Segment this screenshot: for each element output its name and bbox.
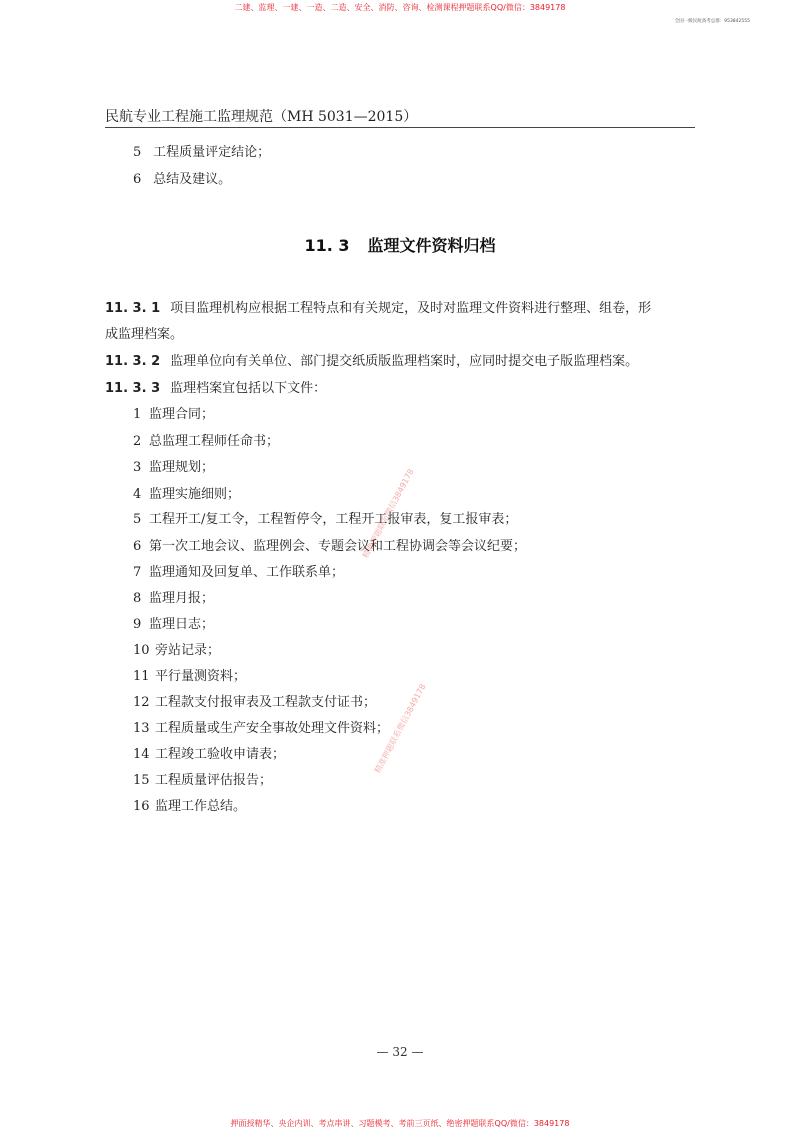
list-item [133, 565, 344, 581]
item-text: 工程竣工验收申请表； [155, 747, 286, 762]
watermark-text: 精准押题联系微信3849178 [360, 467, 416, 560]
item-number: 5 [133, 145, 142, 160]
list-item [133, 591, 214, 607]
item-number: 10 [133, 643, 150, 658]
item-text: 工程质量或生产安全事故处理文件资料； [155, 721, 390, 736]
list-item [133, 747, 285, 763]
list-item [133, 539, 526, 555]
item-number: 14 [133, 747, 150, 762]
intro-item [133, 145, 270, 161]
clause-number: 11. 3. 1 [105, 301, 161, 316]
item-number: 1 [133, 407, 142, 422]
list-item [133, 773, 272, 789]
page-number: — 32 — [376, 1045, 424, 1059]
intro-item [133, 172, 231, 188]
item-text: 监理合同； [149, 407, 215, 422]
item-number: 4 [133, 487, 142, 502]
item-text: 监理月报； [149, 591, 215, 606]
item-number: 6 [133, 172, 142, 187]
item-text: 总监理工程师任命书； [149, 434, 280, 449]
item-number: 16 [133, 799, 150, 814]
item-number: 13 [133, 721, 150, 736]
clause-11-3-1-continued: 成监理档案。 [105, 327, 184, 342]
item-text: 总结及建议。 [153, 172, 232, 187]
bottom-promo-banner: 押面授精华、央企内训、考点串讲、习题模考、考前三页纸、绝密押题联系QQ/微信：3849178 [230, 1119, 570, 1128]
item-number: 12 [133, 695, 150, 710]
item-text: 监理日志； [149, 617, 215, 632]
clause-text: 监理单位向有关单位、部门提交纸质版监理档案时，应同时提交电子版监理档案。 [170, 354, 639, 369]
clause-text: 项目监理机构应根据工程特点和有关规定，及时对监理文件资料进行整理、组卷，形 [170, 301, 652, 316]
list-item [133, 407, 214, 423]
item-text: 监理实施细则； [149, 487, 241, 502]
clause-11-3-2 [105, 354, 638, 370]
list-item [133, 512, 517, 528]
list-item [133, 617, 214, 633]
list-item [133, 721, 389, 737]
item-number: 2 [133, 434, 142, 449]
clause-11-3-3 [105, 381, 326, 397]
list-item [133, 434, 279, 450]
top-promo-banner: 二建、监理、一建、一造、二造、安全、消防、咨询、检测课程押题联系QQ/微信：3849178 [234, 3, 566, 12]
section-heading [0, 233, 800, 256]
clause-11-3-1 [105, 301, 651, 317]
item-text: 工程款支付报审表及工程款支付证书； [155, 695, 377, 710]
item-text: 工程开工/复工令，工程暂停令，工程开工报审表，复工报审表； [149, 512, 518, 527]
item-number: 8 [133, 591, 142, 606]
list-item [133, 799, 246, 815]
clause-number: 11. 3. 2 [105, 354, 161, 369]
list-item [133, 487, 240, 503]
item-text: 工程质量评定结论； [153, 145, 271, 160]
item-text: 平行量测资料； [155, 669, 247, 684]
corner-note: 全国一级民航备考总群：953842555 [674, 19, 750, 24]
item-number: 15 [133, 773, 150, 788]
list-item [133, 460, 214, 476]
item-number: 6 [133, 539, 142, 554]
item-text: 第一次工地会议、监理例会、专题会议和工程协调会等会议纪要； [149, 539, 527, 554]
item-number: 9 [133, 617, 142, 632]
item-number: 5 [133, 512, 142, 527]
item-number: 3 [133, 460, 142, 475]
section-number: 11. 3 [304, 236, 350, 255]
list-item [133, 695, 376, 711]
header-divider [105, 127, 695, 128]
list-item [133, 669, 246, 685]
item-number: 7 [133, 565, 142, 580]
clause-number: 11. 3. 3 [105, 381, 161, 396]
item-text: 旁站记录； [155, 643, 221, 658]
running-header: 民航专业工程施工监理规范（MH 5031—2015） [105, 109, 418, 125]
list-item [133, 643, 220, 659]
clause-text: 监理档案宜包括以下文件： [170, 381, 327, 396]
watermark-text: 精准押题联系微信3849178 [372, 682, 428, 775]
section-title-text: 监理文件资料归档 [367, 236, 496, 255]
item-text: 监理工作总结。 [155, 799, 247, 814]
item-text: 监理通知及回复单、工作联系单； [149, 565, 345, 580]
item-text: 监理规划； [149, 460, 215, 475]
item-text: 工程质量评估报告； [155, 773, 273, 788]
item-number: 11 [133, 669, 150, 684]
